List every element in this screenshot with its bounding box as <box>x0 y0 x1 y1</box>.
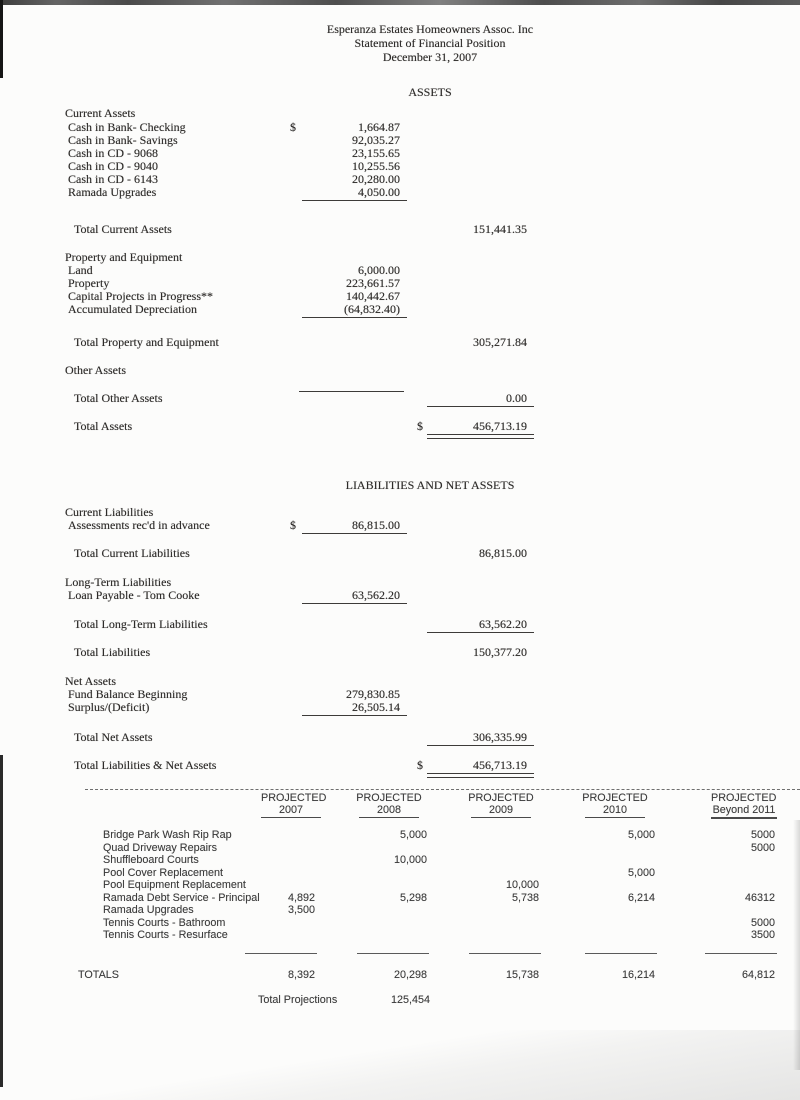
cell-2010 <box>539 842 655 855</box>
net-assets-section <box>65 675 535 714</box>
project-label: Tennis Courts - Bathroom <box>103 916 226 929</box>
projections-header-row <box>60 793 800 819</box>
section-heading-row <box>65 107 535 120</box>
currency-symbol: $ <box>417 419 423 433</box>
total-property-equipment-row <box>65 336 535 349</box>
total-projections-label: Total Projections <box>258 994 338 1006</box>
totals-rule-row <box>60 953 800 954</box>
column-header-line1: PROJECTED <box>582 792 648 804</box>
spacer <box>310 420 406 433</box>
total-projections-value: 125,454 <box>390 994 430 1006</box>
spacer <box>310 547 406 560</box>
cell-2007 <box>225 879 315 892</box>
statement-date: December 31, 2007 <box>382 50 478 64</box>
total-label: Total Liabilities <box>74 645 151 659</box>
other-assets-section <box>65 364 535 390</box>
cell-2009: 10,000 <box>505 879 539 891</box>
project-label: Bridge Park Wash Rip Rap <box>103 829 232 841</box>
total-2008: 20,298 <box>393 969 427 981</box>
line-item-label: Loan Payable - Tom Cooke <box>68 588 200 602</box>
cell-2009 <box>427 854 539 867</box>
project-label: Shuffleboard Courts <box>103 854 199 866</box>
spacer <box>406 547 417 560</box>
line-item-amount: 279,830.85 <box>346 687 400 701</box>
total-label: Total Assets <box>74 419 133 433</box>
line-item-amount: 4,050.00 <box>304 186 400 199</box>
total-long-term-liabilities-row <box>65 618 535 631</box>
currency-symbol: $ <box>417 758 423 772</box>
line-item-label: Surplus/(Deficit) <box>68 700 150 714</box>
column-header-year: Beyond 2011 <box>711 805 777 820</box>
spacer <box>296 646 310 659</box>
spacer <box>296 759 310 772</box>
cell-2007 <box>225 867 315 880</box>
cell-beyond: 5000 <box>750 829 775 841</box>
org-name: Esperanza Estates Homeowners Assoc. Inc <box>326 22 534 36</box>
projections-rows <box>60 829 800 942</box>
spacer <box>310 759 406 772</box>
spacer <box>296 618 310 631</box>
cell-2007 <box>225 929 315 942</box>
cell-2007 <box>225 842 315 855</box>
total-liabilities-net-assets-row <box>65 759 535 772</box>
spacer <box>417 392 429 405</box>
spacer <box>406 618 417 631</box>
cell-2010 <box>539 854 655 867</box>
project-label: Pool Cover Replacement <box>103 866 224 879</box>
line-item-label: Cash in CD - 9068 <box>68 146 158 160</box>
line-item-amount: (64,832.40) <box>304 303 400 316</box>
cell-beyond <box>655 854 775 867</box>
total-assets-row <box>65 420 535 433</box>
cell-2008 <box>315 867 427 880</box>
current-liabilities-section <box>65 506 535 532</box>
total-2010: 16,214 <box>621 969 655 981</box>
slip-dashed-edge <box>85 789 800 790</box>
spacer <box>310 731 406 744</box>
spacer <box>406 731 417 744</box>
cell-2008 <box>315 917 427 930</box>
totals-label: TOTALS <box>78 969 119 981</box>
spacer <box>417 336 429 349</box>
column-header-line1: PROJECTED <box>468 792 534 804</box>
total-2007: 8,392 <box>287 969 315 981</box>
cell-2009 <box>427 867 539 880</box>
cell-2008: 5,000 <box>399 829 427 841</box>
spacer <box>406 420 417 433</box>
cell-beyond: 5000 <box>750 841 775 854</box>
cell-2010 <box>539 917 655 930</box>
total-current-liabilities-row <box>65 547 535 560</box>
spacer <box>310 392 406 405</box>
section-heading: Long-Term Liabilities <box>65 575 172 589</box>
total-other-assets-row <box>65 392 535 405</box>
spacer <box>296 547 310 560</box>
total-amount: 305,271.84 <box>473 335 527 349</box>
property-equipment-section <box>65 251 535 316</box>
column-header-line1: PROJECTED <box>356 792 422 804</box>
cell-2009: 5,738 <box>511 891 539 904</box>
project-label: Tennis Courts - Resurface <box>103 929 228 941</box>
column-header-year: 2010 <box>585 805 645 819</box>
total-current-assets-row <box>65 223 535 236</box>
cell-2010: 6,214 <box>627 891 655 904</box>
line-item-amount: 92,035.27 <box>352 133 400 147</box>
line-item-label: Ramada Upgrades <box>68 185 157 199</box>
spacer <box>290 290 304 303</box>
line-item-label: Fund Balance Beginning <box>68 687 188 701</box>
cell-2010: 5,000 <box>627 829 655 841</box>
spacer <box>290 173 304 186</box>
line-item-amount: 1,664.87 <box>358 120 400 134</box>
spacer <box>296 731 310 744</box>
totals-row <box>60 969 800 982</box>
cell-2008 <box>315 879 427 892</box>
total-amount: 151,441.35 <box>473 222 527 236</box>
line-item-label: Cash in CD - 9040 <box>68 159 158 173</box>
assets-heading: ASSETS <box>408 85 452 99</box>
blank-amount-line <box>301 377 397 390</box>
cell-2008: 10,000 <box>393 854 427 866</box>
cell-beyond <box>655 904 775 917</box>
cell-2007 <box>225 829 315 842</box>
line-item-label: Capital Projects in Progress** <box>68 289 213 303</box>
spacer <box>406 392 417 405</box>
spacer <box>310 618 406 631</box>
currency-symbol: $ <box>290 518 296 532</box>
cell-2008: 5,298 <box>399 891 427 904</box>
section-heading-row <box>65 251 535 264</box>
line-item-label: Land <box>68 263 93 277</box>
cell-2010 <box>539 904 655 917</box>
scan-bottom-shadow <box>0 1030 800 1100</box>
totals-rule <box>585 953 657 954</box>
project-label: Quad Driveway Repairs <box>103 841 218 854</box>
long-term-liabilities-section <box>65 576 535 602</box>
section-heading: Other Assets <box>65 363 126 377</box>
cell-beyond: 46312 <box>744 891 775 904</box>
line-item-label: Accumulated Depreciation <box>68 302 197 316</box>
total-projections-row <box>258 994 488 1006</box>
total-label: Total Current Assets <box>74 222 172 236</box>
line-item-row <box>65 519 535 532</box>
cell-2009 <box>427 904 539 917</box>
cell-2007: 3,500 <box>287 904 315 916</box>
line-item-amount: 20,280.00 <box>352 172 400 186</box>
spacer <box>310 336 406 349</box>
spacer <box>417 547 429 560</box>
line-item-label: Cash in CD - 6143 <box>68 172 158 186</box>
column-header-line1: PROJECTED <box>261 792 327 804</box>
spacer <box>296 336 310 349</box>
line-item-label: Cash in Bank- Checking <box>68 120 186 134</box>
total-amount: 63,562.20 <box>429 618 527 631</box>
spacer <box>290 186 304 199</box>
cell-2010 <box>539 929 655 942</box>
spacer <box>417 223 429 236</box>
spacer <box>290 701 304 714</box>
column-header-2008 <box>315 793 427 819</box>
spacer <box>406 336 417 349</box>
line-item-amount: 63,562.20 <box>304 589 400 602</box>
liabilities-heading: LIABILITIES AND NET ASSETS <box>345 478 515 492</box>
total-label: Total Current Liabilities <box>74 546 190 560</box>
spacer <box>290 147 304 160</box>
section-heading: Net Assets <box>65 674 116 688</box>
column-header-2007 <box>225 792 327 819</box>
cell-beyond <box>655 879 775 892</box>
column-header-year: 2007 <box>261 805 321 819</box>
column-header-year: 2008 <box>359 805 419 819</box>
spacer <box>60 953 225 954</box>
section-heading-row <box>65 364 535 377</box>
line-item-label: Assessments rec'd in advance <box>68 518 210 532</box>
spacer <box>290 134 304 147</box>
spacer <box>65 377 287 390</box>
cell-beyond: 3500 <box>750 929 775 941</box>
total-liabilities-row <box>65 646 535 659</box>
total-amount: 0.00 <box>429 392 527 405</box>
totals-rule <box>245 953 317 954</box>
cell-2010 <box>539 879 655 892</box>
total-label: Total Property and Equipment <box>74 335 219 349</box>
cell-2009 <box>427 829 539 842</box>
capital-projections-table <box>60 786 800 1026</box>
total-beyond: 64,812 <box>741 969 775 981</box>
spacer <box>296 392 310 405</box>
total-2009: 15,738 <box>505 969 539 981</box>
line-item-row <box>65 264 535 277</box>
column-header-2010 <box>539 793 655 819</box>
currency-symbol: $ <box>290 120 296 134</box>
totals-rule <box>705 953 777 954</box>
spacer <box>287 377 301 390</box>
cell-2007 <box>225 854 315 867</box>
total-amount: 456,713.19 <box>429 759 527 772</box>
spacer <box>290 589 304 602</box>
line-item-amount: 140,442.67 <box>346 289 400 303</box>
spacer <box>310 646 406 659</box>
project-label: Pool Equipment Replacement <box>103 879 246 891</box>
line-item-label: Cash in Bank- Savings <box>68 133 178 147</box>
spacer <box>406 223 417 236</box>
spacer <box>417 618 429 631</box>
cell-2008 <box>315 929 427 942</box>
column-header-line1: PROJECTED <box>711 792 777 804</box>
project-label: Ramada Debt Service - Principal <box>103 891 260 904</box>
line-item-row <box>65 303 535 316</box>
section-heading: Property and Equipment <box>65 250 183 264</box>
line-item-amount: 86,815.00 <box>304 519 400 532</box>
cell-2009 <box>427 842 539 855</box>
total-net-assets-row <box>65 731 535 744</box>
blank-underlined-row <box>65 377 535 390</box>
total-label: Total Other Assets <box>74 391 163 405</box>
column-header-year: 2009 <box>471 805 531 819</box>
cell-2007 <box>225 917 315 930</box>
cell-beyond: 5000 <box>750 916 775 929</box>
spacer <box>290 277 304 290</box>
line-item-label: Property <box>68 276 110 290</box>
project-label: Ramada Upgrades <box>103 904 194 916</box>
spacer <box>406 759 417 772</box>
column-header-2009 <box>427 793 539 819</box>
line-item-amount: 10,255.56 <box>352 159 400 173</box>
section-heading: Current Assets <box>65 106 136 120</box>
spacer <box>290 264 304 277</box>
spacer <box>290 303 304 316</box>
cell-2007: 4,892 <box>287 891 315 904</box>
cell-2009 <box>427 929 539 942</box>
total-amount: 86,815.00 <box>479 546 527 560</box>
cell-beyond <box>655 867 775 880</box>
line-item-amount: 223,661.57 <box>346 276 400 290</box>
total-amount: 456,713.19 <box>429 420 527 433</box>
line-item-amount: 6,000.00 <box>358 263 400 277</box>
cell-2010: 5,000 <box>627 866 655 879</box>
cell-2009 <box>427 917 539 930</box>
line-item-amount: 26,505.14 <box>304 701 400 714</box>
spacer <box>406 646 417 659</box>
line-item-amount: 23,155.65 <box>352 146 400 160</box>
total-label: Total Net Assets <box>74 730 153 744</box>
spacer <box>290 160 304 173</box>
totals-rule <box>357 953 429 954</box>
spacer <box>310 223 406 236</box>
line-item-row <box>65 589 535 602</box>
cell-2008 <box>315 842 427 855</box>
total-label: Total Liabilities & Net Assets <box>74 758 217 772</box>
line-item-row <box>65 186 535 199</box>
spacer <box>60 793 225 819</box>
spacer <box>417 646 429 659</box>
document-title: Statement of Financial Position <box>354 36 506 50</box>
spacer <box>290 688 304 701</box>
spacer <box>296 420 310 433</box>
spacer <box>296 223 310 236</box>
total-amount: 150,377.20 <box>473 645 527 659</box>
column-header-beyond-2011 <box>655 793 775 819</box>
totals-rule <box>469 953 541 954</box>
cell-2008 <box>315 904 427 917</box>
total-amount: 306,335.99 <box>429 731 527 744</box>
section-heading: Current Liabilities <box>65 505 154 519</box>
current-assets-section <box>65 107 535 199</box>
total-label: Total Long-Term Liabilities <box>74 617 208 631</box>
spacer <box>417 731 429 744</box>
line-item-row <box>65 701 535 714</box>
